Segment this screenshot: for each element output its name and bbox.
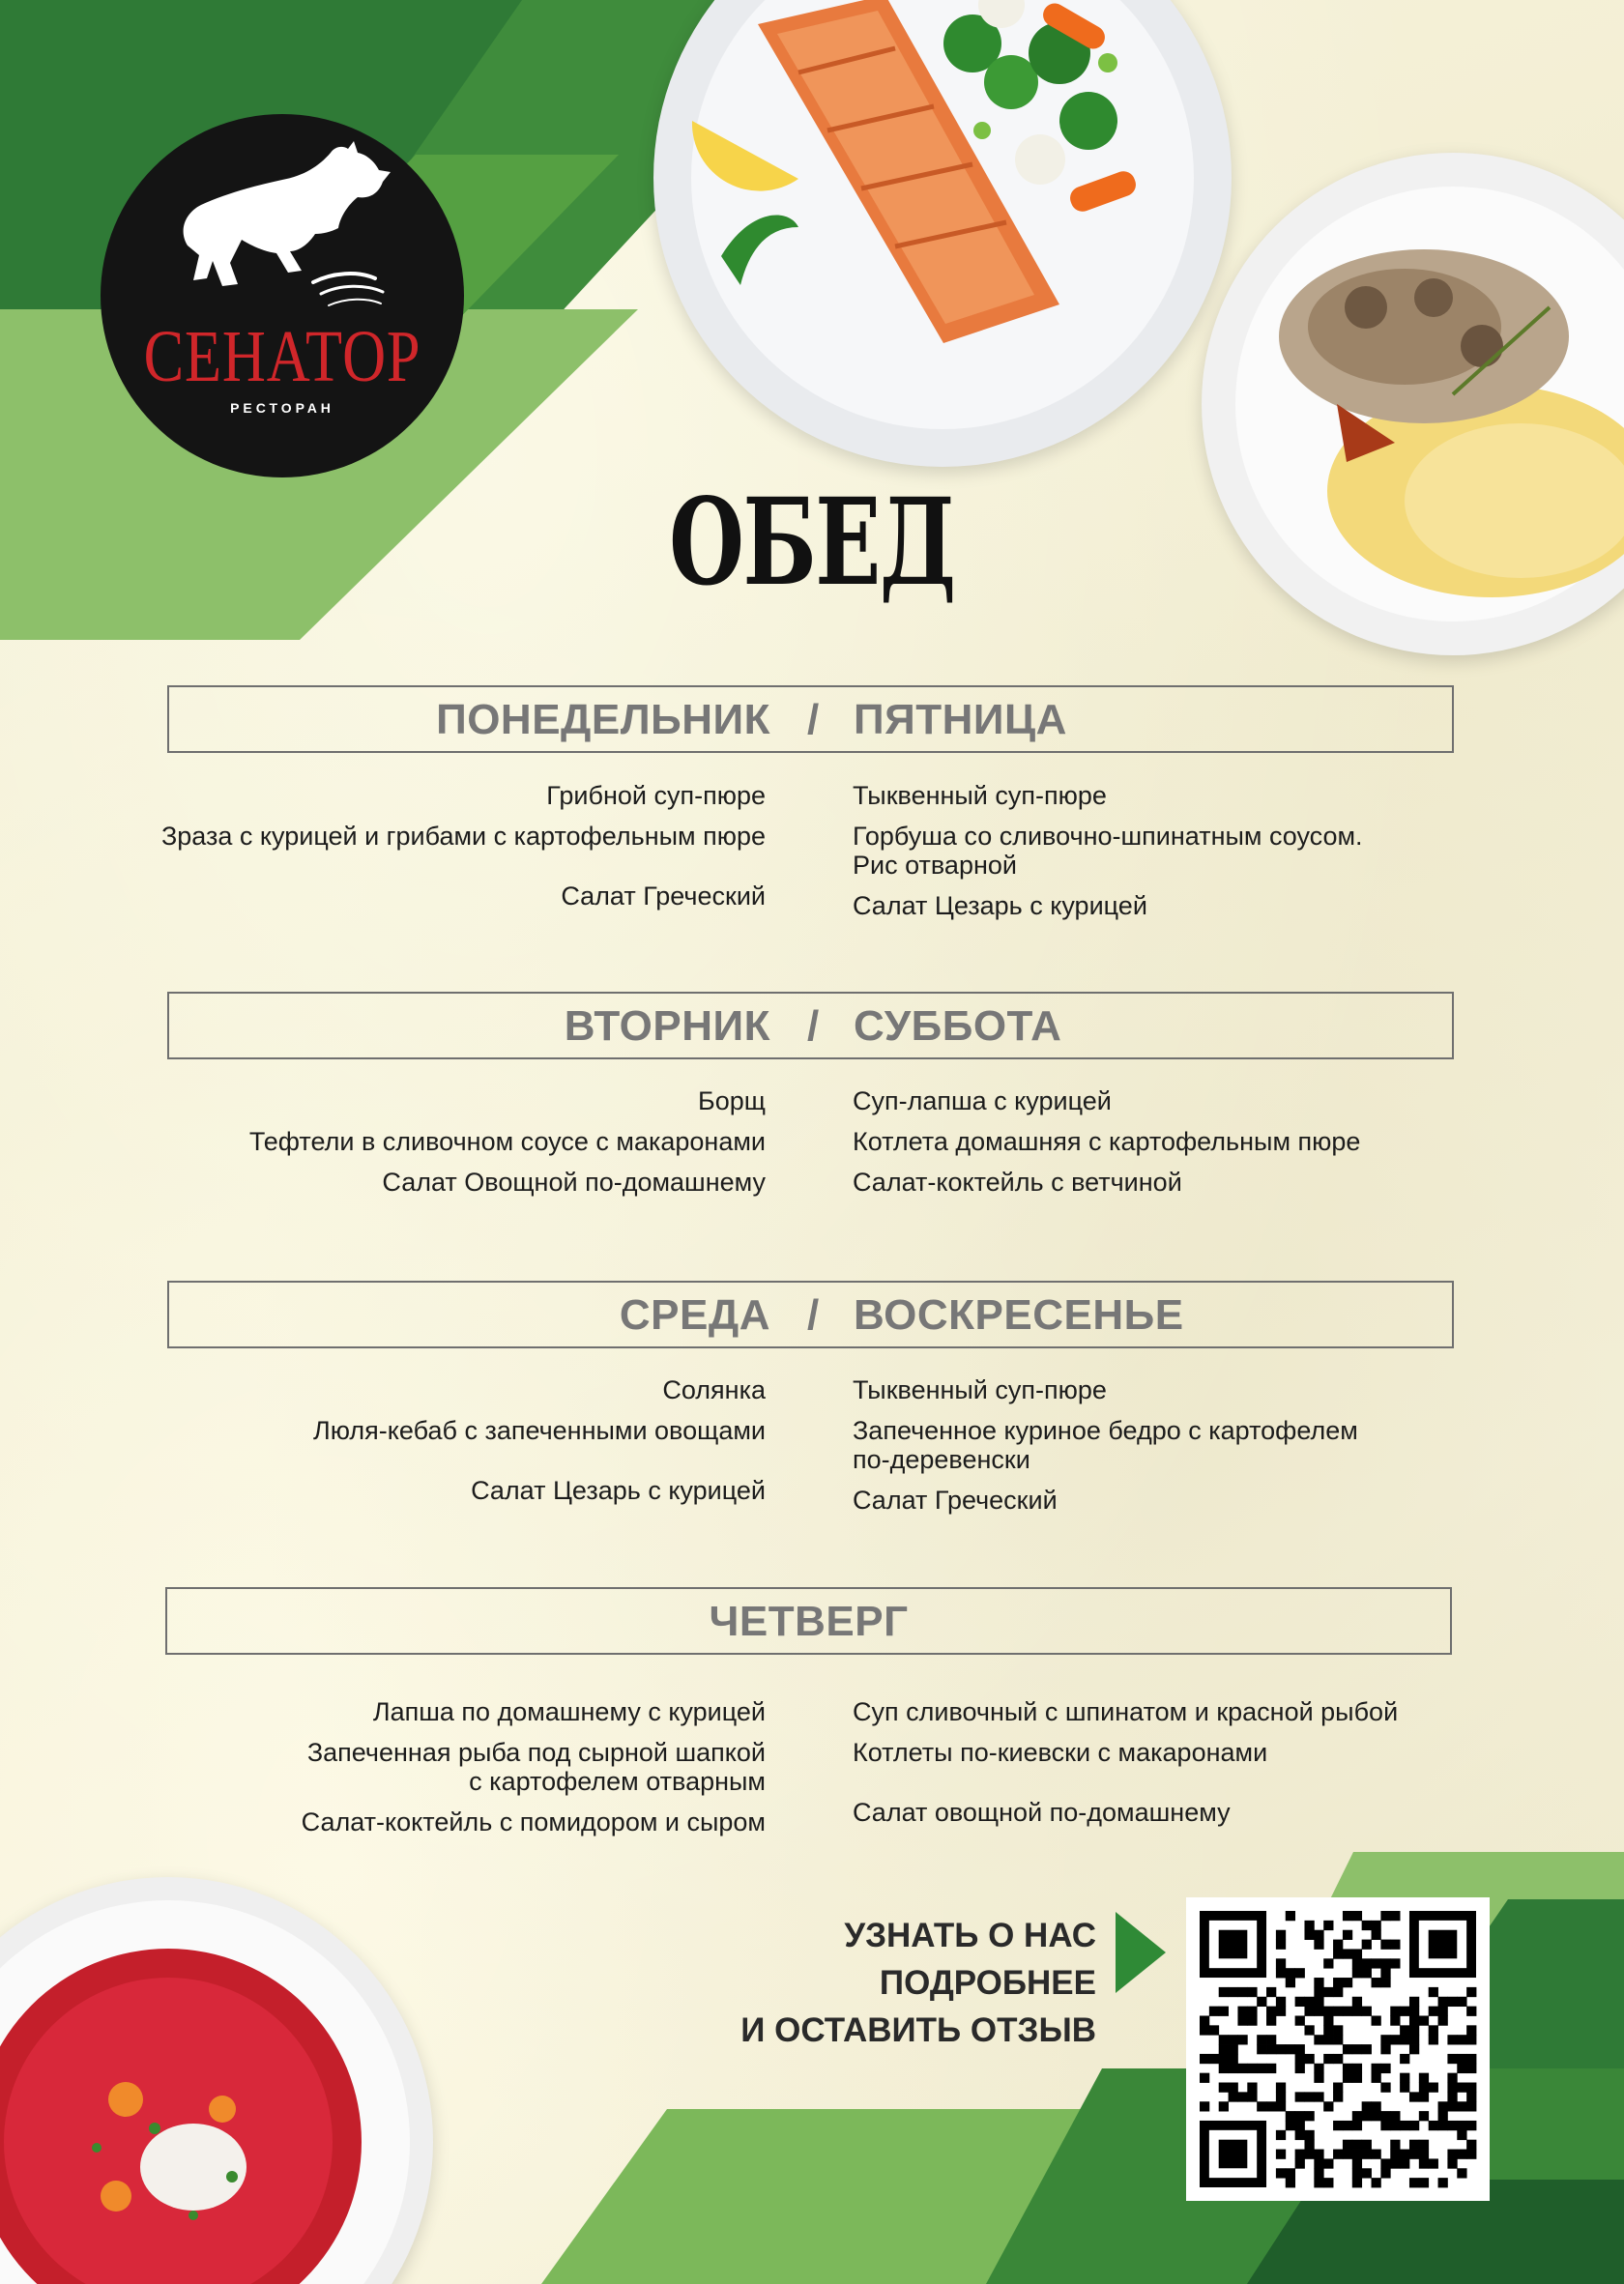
day-separator: / [807, 1002, 820, 1050]
section-header-mon-fri [167, 685, 1454, 753]
menu-list-tuesday [249, 1086, 766, 1208]
menu-item: Солянка [662, 1375, 766, 1404]
menu-item: Салат-коктейль с помидором и сыром [301, 1807, 766, 1836]
brand-name: СЕНАТОР [143, 316, 421, 397]
menu-item: Котлета домашняя с картофельным пюре [853, 1127, 1361, 1156]
menu-item: Салат Греческий [561, 882, 766, 911]
menu-item: Суп сливочный с шпинатом и красной рыбой [853, 1697, 1399, 1726]
menu-item: Салат Греческий [853, 1486, 1058, 1515]
menu-item: Салат Цезарь с курицей [471, 1476, 766, 1505]
menu-item: Суп-лапша с курицей [853, 1086, 1112, 1115]
day-separator: / [807, 1291, 820, 1339]
brand-subtitle: РЕСТОРАН [230, 400, 334, 416]
menu-list-sunday [853, 1375, 1358, 1526]
menu-list-saturday [853, 1086, 1360, 1208]
menu-list-friday [853, 781, 1363, 932]
section-header-tue-sat [167, 992, 1454, 1059]
day-sunday: ВОСКРЕСЕНЬЕ [854, 1291, 1184, 1339]
day-monday: ПОНЕДЕЛЬНИК [436, 696, 770, 743]
menu-item: Горбуша со сливочно-шпинатным соусом. Рис отварной [853, 822, 1363, 880]
day-thursday: ЧЕТВЕРГ [709, 1598, 909, 1645]
menu-item: Лапша по домашнему с курицей [372, 1697, 766, 1726]
menu-item: Салат Овощной по-домашнему [382, 1168, 766, 1197]
menu-item: Тефтели в сливочном соусе с макаронами [248, 1127, 766, 1156]
menu-item: Зраза с курицей и грибами с картофельным пюре [160, 822, 766, 851]
menu-item: Запеченное куриное бедро с картофелем по-деревенски [853, 1416, 1358, 1474]
section-header-wed-sun [167, 1281, 1454, 1348]
menu-list-wednesday [313, 1375, 766, 1517]
menu-list-monday [161, 781, 766, 922]
day-tuesday: ВТОРНИК [564, 1002, 770, 1050]
day-friday: ПЯТНИЦА [854, 696, 1067, 743]
menu-item: Тыквенный суп-пюре [853, 1375, 1107, 1404]
menu-item: Запеченная рыба под сырной шапкой с картофелем отварным [306, 1738, 766, 1796]
day-wednesday: СРЕДА [619, 1291, 770, 1339]
menu-item: Люля-кебаб с запеченными овощами [313, 1416, 766, 1445]
menu-item: Грибной суп-пюре [546, 781, 766, 810]
menu-list-thursday-left [302, 1697, 766, 1848]
bull-icon [168, 137, 396, 321]
arrow-right-icon [1116, 1912, 1166, 1993]
section-header-thursday [165, 1587, 1452, 1655]
menu-item: Котлеты по-киевски с макаронами [853, 1738, 1268, 1767]
menu-item: Тыквенный суп-пюре [853, 781, 1107, 810]
menu-list-thursday-right [853, 1697, 1398, 1838]
menu-item: Салат овощной по-домашнему [853, 1798, 1231, 1827]
qr-code-icon[interactable] [1186, 1897, 1490, 2201]
menu-item: Борщ [698, 1086, 766, 1115]
menu-item: Салат Цезарь с курицей [853, 891, 1147, 920]
restaurant-logo [101, 114, 464, 477]
day-saturday: СУББОТА [854, 1002, 1062, 1050]
feedback-cta-text: УЗНАТЬ О НАС ПОДРОБНЕЕ И ОСТАВИТЬ ОТЗЫВ [740, 1917, 1096, 2049]
page-title: ОБЕД [669, 473, 955, 613]
day-separator: / [807, 696, 820, 743]
menu-item: Салат-коктейль с ветчиной [853, 1168, 1182, 1197]
